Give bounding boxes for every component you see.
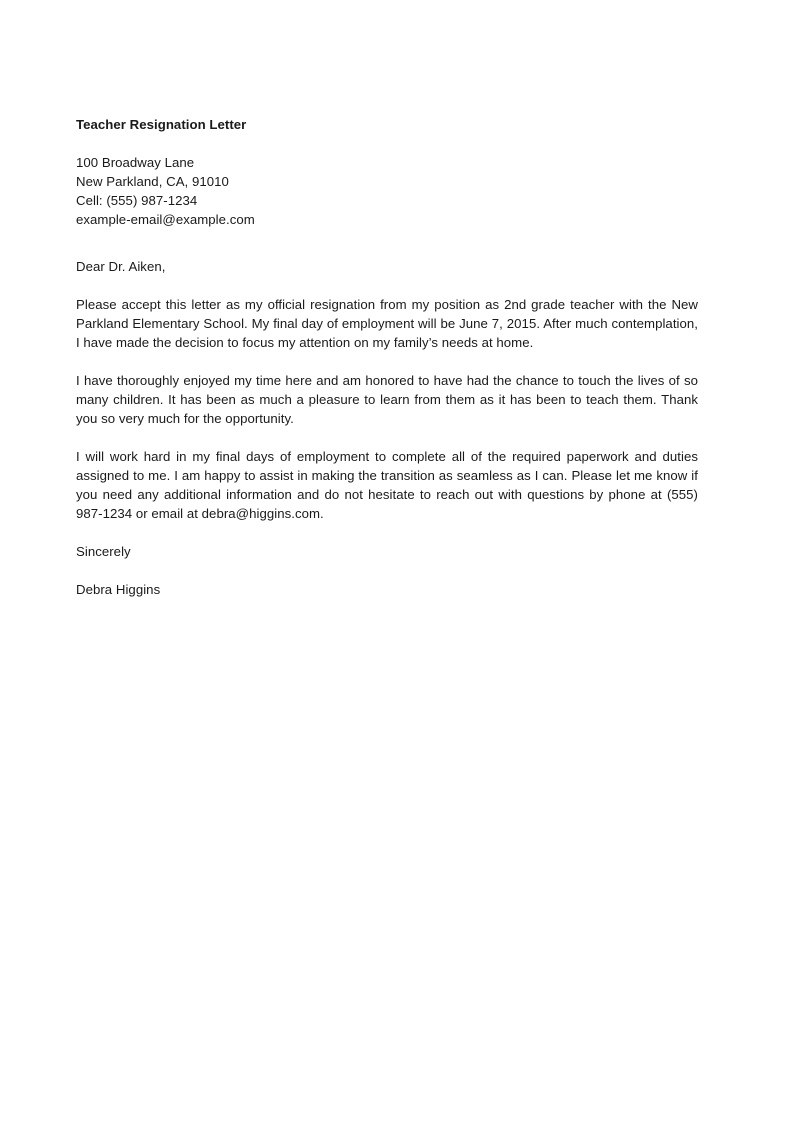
address-cell: Cell: (555) 987-1234	[76, 193, 198, 208]
paragraph-1: Please accept this letter as my official resignation from my position as 2nd grade teacher with the New Parkland Elementary School. My final day of employment will be June 7, 2015. After much contemplation, I have made the decision to focus my attention on my family’s needs at home.	[76, 297, 698, 350]
salutation: Dear Dr. Aiken,	[76, 259, 166, 274]
address-city: New Parkland, CA, 91010	[76, 174, 229, 189]
address-street: 100 Broadway Lane	[76, 155, 195, 170]
paragraph-2: I have thoroughly enjoyed my time here and am honored to have had the chance to touch the lives of so many children. It has been as much a pleasure to learn from them as it has been to teach them. Thank you so very much for the opportunity.	[76, 373, 698, 426]
signature-name: Debra Higgins	[76, 582, 161, 597]
sender-address	[76, 153, 698, 229]
letter-body	[76, 115, 698, 599]
paragraph-3: I will work hard in my final days of employment to complete all of the required paperwork and duties assigned to me. I am happy to assist in making the transition as seamless as I can. Please let me know if you need any additional information and do not hesitate to reach out with questions by phone at (555) 987-1234 or email at debra@higgins.com.	[76, 449, 698, 521]
letter-title: Teacher Resignation Letter	[76, 117, 247, 132]
closing: Sincerely	[76, 544, 131, 559]
address-email: example-email@example.com	[76, 212, 255, 227]
